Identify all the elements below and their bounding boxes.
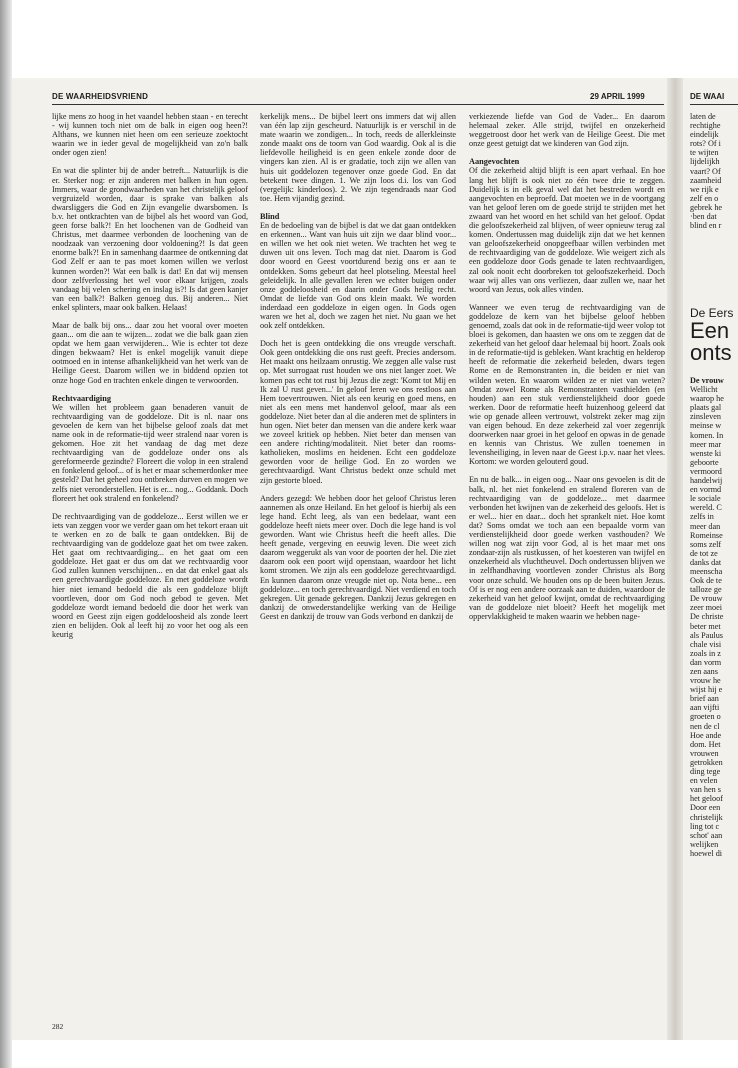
text-line: zinsleven: [690, 412, 721, 422]
text-line: le sociale: [690, 494, 721, 504]
article-column-1: [52, 112, 248, 1027]
text-line: zen aans: [690, 667, 718, 676]
text-line: wijst hij e: [690, 685, 723, 695]
text-line: Door een: [690, 803, 721, 813]
paragraph: Anders gezegd: We hebben door het geloof Christus leren aannemen als onze Heiland. En het geloof is hierbij als een lege hand. Echt leeg, als van een bedelaar, want een goddeloze heeft niets meer over. Doch die lege hand is vol geworden. Want wie Christus heeft die heeft alles. Die heeft genade, vergeving en eeuwig leven. Die weet zich daarom weggerukt als van voor de poorten der hel. Die ziet daarom ook een poort wijd openstaan, waardoor het licht komt stromen. We zijn als een goddeloze gerechtvaardigd. En kunnen daarom onze vreugde niet op. Nota bene... een goddeloze... en toch gerechtvaardigd. Niet verdiend en toch gekregen. Uit genade gekregen. Dankzij Jezus gekregen en dankzij de onwederstandelijke werking van de Heilige Geest en dankzij de trouw van Gods verbond en dankzij de: [260, 493, 456, 621]
text-line: laten de: [690, 112, 716, 121]
next-article-title: [690, 320, 738, 364]
text-line: we rijk e: [690, 184, 719, 194]
text-line: zelf en o: [690, 193, 719, 203]
text-line: plaats gal: [690, 403, 722, 413]
next-page-header-rule: [690, 104, 738, 105]
text-line: de tot ze: [690, 548, 718, 558]
text-line: soms zelf: [690, 539, 722, 549]
text-line: handelwij: [690, 476, 723, 486]
article-column-3: [469, 112, 665, 1027]
text-line: te wijten: [690, 148, 719, 158]
text-line: chale visi: [690, 639, 722, 649]
text-line: meer mar: [690, 439, 722, 449]
paragraph: Doch het is geen ontdekking die ons vreugde verschaft. Ook geen ontdekking die ons rust geeft. Precies andersom. Het maakt ons heilzaam onrustig. We zeggen alle valse rust op. Met surrogaat rust houden we ons niet langer zoet. We komen pas echt tot rust bij Jezus die zegt: 'Komt tot Mij en Ik zal U rust geven...' In geloof leren we ons restloos aan Hem toevertrouwen. Niet als een keurig en goed mens, en niet als een mens met handenvol geloof, maar als een goddeloze. Niet beter dan al die anderen met de splinters in hun ogen. Niet beter dan mensen van die andere kerk waar we zoveel kritiek op hebben. Niet beter dan mensen van een andere richting/modaliteit. Niet beter dan rooms-katholieken, moslims en heidenen. Echt een goddeloze geworden voor de heilige God. En zo worden we gerechtvaardigd. Want Christus bedekt onze schuld met zijn gestorte bloed.: [260, 339, 456, 485]
text-line: meer dan: [690, 521, 721, 531]
text-line: Romeinse: [690, 530, 723, 540]
text-line: vrouwen: [690, 748, 719, 758]
text-line: en vormd: [690, 485, 722, 495]
text-line: meenscha: [690, 566, 723, 576]
publication-name: DE WAARHEIDSVRIEND: [52, 92, 149, 101]
text-line: wereld. C: [690, 503, 722, 513]
page-gutter: [667, 78, 683, 1040]
text-line: ling tot c: [690, 821, 720, 831]
page-number: 282: [52, 1022, 64, 1031]
paragraph: We willen het probleem gaan benaderen vanuit de rechtvaardiging van de goddeloze. Dit is nl. naar ons gevoelen de kern van het bijbelse geloof zoals dat met name ook in de reformatie-tijd weer stralend naar voren is gekomen. Hoe zit het vandaag de dag met deze rechtvaardiging van de goddeloze onder ons als gereformeerde gezindte? Floreert die volop in een stralend en fonkelend geloof... of is het er maar schemerdonker mee gesteld? Dat het geheel zou ontbreken durven en mogen we zelfs niet veronderstellen. Het is er... nog... Goddank. Doch floreert het ook stralend en fonkelend?: [52, 402, 248, 503]
text-line: schot' aan: [690, 830, 723, 840]
text-line: rechtighe: [690, 121, 721, 131]
text-line: Ook de te: [690, 576, 722, 586]
text-line: danks dat: [690, 557, 722, 567]
paragraph: lijke mens zo hoog in het vaandel hebben staan - en terecht - wij kunnen toch niet om de balk in eigen oog heen?! Althans, we kunnen niet heen om een serieuze zoektocht waarin we in ieder geval de mogelijkheid van zo'n balk onder ogen zien!: [52, 112, 248, 158]
paragraph: En nu de balk... in eigen oog... Naar ons gevoelen is dit de balk, nl. het niet fonkelend en stralend floreren van de rechtvaardiging van de goddeloze... met daarmee verbonden het kwijnen van de zekerheid des geloofs. Het is er wel... hier en daar... doch het sprankelt niet. Hoe komt dat? Soms omdat we toch aan een bepaalde vorm van verdienstelijkheid door goede werken vasthouden? We willen nog wat zijn voor God, al is het maar met ons zondaar-zijn als rustkussen, of het koesteren van twijfel en onzekerheid als vluchtheuvel. Doch ondertussen blijven we in zelfhandhaving voortleven zonder Christus als Borg voor onze schuld. We houden ons op de been buiten Jezus. Of is er nog een andere oorzaak aan te duiden, waardoor de zekerheid van het geloof kwijnt, omdat de rechtvaardiging van de goddeloze niet bloeit? Heeft het mogelijk met oppervlakkigheid te maken waarin we hebben nage-: [469, 475, 665, 621]
paragraph: kerkelijk mens... De bijbel leert ons immers dat wij allen van één lap zijn gescheurd. Natuurlijk is er verschil in de mate waarin we zondigen... In toch, reeds de allerkleinste zonde maakt ons de toorn van God waardig. Ook al is die liefdevolle heiligheid is en geen enkele zonde door de vingers kan zien. Al is er gradatie, toch zijn we allen van huis uit goddelozen tegenover onze goede God. En dat betekent twee dingen. 1. We zijn loos d.i. los van God (vergelijk: kinderloos). 2. We zijn tegendraads naar God toe. Hem vijandig gezind.: [260, 112, 456, 203]
paragraph: Of die zekerheid altijd blijft is een apart verhaal. En hoe lang het blijft is ook niet zo één twee drie te zeggen. Duidelijk is in elk geval wel dat het bestreden wordt en aangevochten en beproefd. Dat moeten we in de voortgang van het geloof leren om de goede strijd te strijden met het zwaard van het woord en het schild van het geloof. Opdat die geloofszekerheid zal blijven, of weer opnieuw terug zal komen. Ondertussen mag duidelijk zijn dat we het kennen van geloofszekerheid onopgeefbaar willen verbinden met de rechtvaardiging van de goddeloze. Wie weigert zich als een goddeloze door Gods genade te laten rechtvaardigen, zal ook nooit echt doorbreken tot geloofszekerheid. Doch waar wij alles van ons verliezen, daar zullen we, naar het woord van Jezus, ook alles vinden.: [469, 166, 665, 294]
text-line: hoewel di: [690, 848, 723, 858]
page-edge-shadow: [0, 0, 12, 1068]
text-line: beter met: [690, 621, 721, 631]
text-line: De vrouw: [690, 594, 723, 604]
text-line: waarop he: [690, 394, 724, 404]
text-line: zeer moei: [690, 603, 723, 613]
text-line: christelijk: [690, 812, 723, 822]
title-line: onts: [690, 340, 732, 364]
text-line: getrokken: [690, 757, 723, 767]
text-line: wenste ki: [690, 448, 722, 458]
text-line: blind en r: [690, 221, 722, 231]
text-line: zoals in z: [690, 648, 721, 658]
text-line: talloze ge: [690, 585, 722, 595]
text-line: Wellicht: [690, 385, 718, 395]
text-line: eindelijk: [690, 130, 719, 140]
paragraph: verkiezende liefde van God de Vader... En daarom helemaal zeker. Alle strijd, twijfel en onzekerheid weggetroost door het werk van de Heilige Geest. Die met onze geest getuigt dat we kinderen van God zijn.: [469, 112, 665, 149]
section-heading: Blind: [260, 211, 280, 221]
title-line: Een: [690, 320, 730, 343]
paragraph: Maar de balk bij ons... daar zou het vooral over moeten gaan... om die aan te wijzen... zodat we die balk gaan zien opdat we hem gaan verwijderen... Wie is echter tot deze dingen bekwaam? Het is enkel mogelijk vanuit diepe ootmoed en in intense afhankelijkheid van het werk van de Heilige Geest. Daarom willen we in biddend opzien tot onze hoge God en trachten enkele dingen te verwoorden.: [52, 320, 248, 385]
text-line: het geloof: [690, 794, 723, 804]
text-line: ·ben dat: [690, 212, 717, 222]
text-line: ding tege: [690, 767, 721, 777]
paragraph: En de bedoeling van de bijbel is dat we dat gaan ontdekken en erkennen... Want van huis uit zijn we daar blind voor... en willen we het ook niet weten. We trachten het weg te duwen uit ons leven. Toch mag dat niet. Daarom is God door woord en Geest voortdurend bezig ons er aan te ontdekken. Soms gebeurt dat heel plotseling. Meestal heel geleidelijk. In alle gevallen leren we echter buigen onder onze goddeloosheid en daarin onder Gods heilig recht. Omdat de liefde van God ons klein maakt. We worden inderdaad een goddeloze in eigen ogen. In Gods ogen waren we het al, doch we zagen het niet. Nu gaan we het ook zelf ontdekken.: [260, 221, 456, 331]
text-line: geboorte: [690, 457, 719, 467]
text-line: meinse w: [690, 421, 722, 431]
text-line: vermoord: [690, 466, 722, 476]
next-page-column-top: [690, 112, 738, 252]
text-line: komen. In: [690, 430, 724, 440]
text-line: De christe: [690, 612, 724, 622]
text-line: nen de cl: [690, 721, 720, 731]
text-line: vaart? Of: [690, 166, 721, 176]
text-line: gebrek he: [690, 202, 723, 212]
issue-date: 29 APRIL 1999: [590, 92, 645, 101]
next-page-publication-name: DE WAAI: [690, 92, 725, 101]
section-heading: Rechtvaardiging: [52, 393, 111, 403]
text-line: rots? Of i: [690, 139, 721, 149]
text-line: zaamheid: [690, 175, 722, 185]
header-rule: [52, 104, 664, 105]
text-line: welijken: [690, 839, 719, 849]
next-article-body: [690, 376, 738, 1016]
text-line: groeten o: [690, 712, 721, 722]
paragraph: De rechtvaardiging van de goddeloze... Eerst willen we er iets van zeggen voor we verder gaan om het tekort eraan uit te werken en zo de balk te gaan ontdekken. Bij de rechtvaardiging van de goddeloze gaat het om twee zaken. Het gaat om rechtvaardiging... en het gaat om een goddeloze. Het gaat er dus om dat we rechtvaardig voor God zullen kunnen verschijnen... en dat dat enkel gaat als een gerechtvaardigde goddeloze. En met goddeloze wordt hier niet iemand bedoeld die als een goddeloze blijft voortleven, door om God noch gebod te geven. Met goddeloze wordt iemand bedoeld die door het werk van woord en Geest zijn eigen goddeloosheid als zonde leert zien en belijden. Ook al leeft hij zo voor het oog als een keurig: [52, 511, 248, 639]
paragraph: Wanneer we even terug de rechtvaardiging van de goddeloze de kern van het bijbelse geloof hebben genoemd, zoals dat ook in de reformatie-tijd weer volop tot bloei is gekomen, dan haasten we ons om te zeggen dat de zekerheid van het geloof daar helemaal bij hoort. Zoals ook in de reformatie-tijd is gebleken. Want krachtig en helderop heeft de reformatie die zekerheid beleden, dwars tegen Rome en de Remonstranten in, die beiden er niet van wilden weten. En waarom wilden ze er niet van weten? Omdat zowel Rome als Remonstranten vasthielden (en houden) aan een stuk verdienstelijkheid door goede werken. Door de reformatie heeft huizenhoog geleerd dat wie op genade alleen vertrouwt, volstrekt zeker mag zijn van eigen behoud. En deze zekerheid zal voer zegenrijk doorwerken naar groei in het geloof en opwas in de genade en kennis van Christus. We zullen toenemen in levensheiliging, in leven naar de Geest i.p.v. naar het vlees. Kortom: we worden gelouterd goud.: [469, 302, 665, 467]
text-line: vrouw he: [690, 676, 721, 686]
paragraph: En wat die splinter bij de ander betreft... Natuurlijk is die er. Sterker nog: er zijn anderen met balken in hun ogen. Immers, waar de grondwaarheden van het christelijk geloof vergruizeld worden, daar is sprake van balken als dwarsliggers die God en Zijn evangelie dwarsbomen. Is b.v. het ontkrachten van de bijbel als het woord van God, geen forse balk?! En het loochenen van de Godheid van Christus, met daarmee verbonden de loochening van de noodzaak van verzoening door voldoening?! Is dat geen enorme balk?! En in samenhang daarmee de ontkenning dat God Zelf er aan te pas moet komen willen we verlost kunnen worden?! Wat een balk is dat! En dat wij mensen door zelfverlossing het wel voor elkaar krijgen, zoals vandaag bij velen schering en inslag is?! Is dat geen kanjer van een balk?! Balken genoeg dus. Bij anderen... Niet enkel splinters, maar ook balken. Helaas!: [52, 166, 248, 312]
next-article-kicker: De Eers: [690, 306, 734, 320]
text-line: Hoe ande: [690, 730, 722, 740]
article-column-2: [260, 112, 456, 1027]
text-line: als Paulus: [690, 630, 723, 640]
text-line: dom. Het: [690, 739, 721, 749]
text-line: zelfs in: [690, 512, 714, 522]
text-line: brief aan: [690, 694, 719, 704]
text-line: van hen s: [690, 785, 721, 795]
text-line: en velen: [690, 776, 718, 786]
text-line: dan vorm: [690, 657, 722, 667]
section-heading: Aangevochten: [469, 157, 520, 167]
text-line: lijdelijkh: [690, 157, 720, 167]
text-line: De vrouw: [690, 376, 724, 385]
text-line: aan vijfti: [690, 703, 720, 713]
